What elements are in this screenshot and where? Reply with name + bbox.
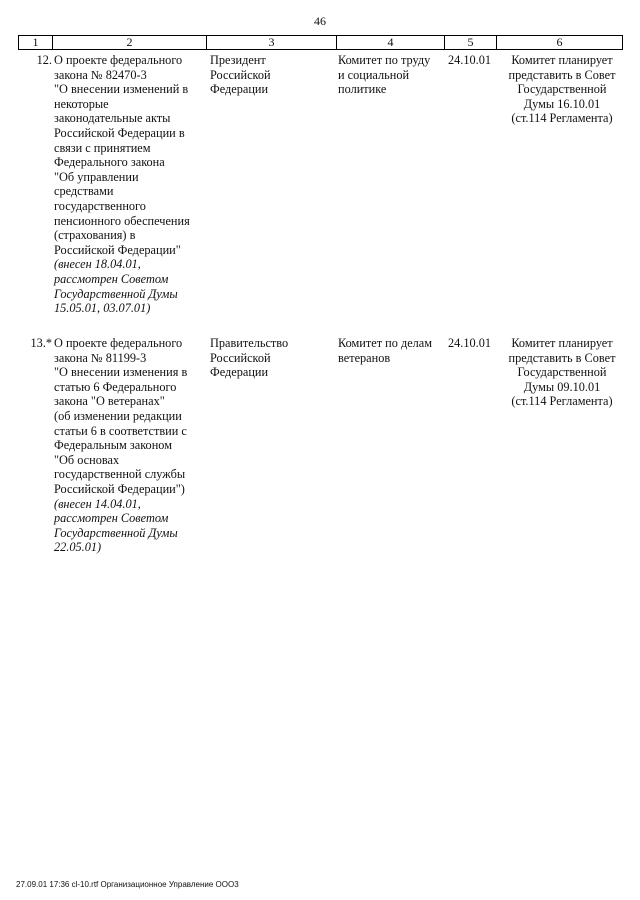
text-line: пенсионного обеспечения [54,213,190,228]
text-line: статьи 6 в соответствии с [54,423,187,438]
text-line: связи с принятием [54,140,151,155]
text-line: О проекте федерального [54,53,183,67]
text-line: ветеранов [338,350,391,365]
responsible-committee [338,53,444,97]
bill-status [54,257,206,315]
committee-note [502,53,622,126]
text-line: Федеральным законом [54,438,172,453]
column-number-header [18,35,623,50]
bill-description [54,53,206,316]
description-lines [54,53,206,257]
text-line: Федерации [210,365,269,380]
text-line: представить в Совет [508,350,616,365]
text-line: 22.05.01) [54,540,102,555]
text-line: и социальной [338,67,410,82]
date: 24.10.01 [448,336,492,350]
text-line: представить в Совет [508,67,616,82]
text-line: 15.05.01, 03.07.01) [54,301,151,316]
text-line: "О внесении изменений в [54,82,189,97]
text-line: закона № 81199-3 [54,350,147,365]
text-line: законодательные акты [54,111,171,126]
column-header-6: 6 [497,36,623,50]
column-header-5: 5 [445,36,497,50]
committee-note [502,336,622,409]
date: 24.10.01 [448,53,492,67]
text-line: рассмотрен Советом [54,511,169,526]
text-line: Федерации [210,82,269,97]
text-line: О проекте федерального [54,336,183,350]
text-line: рассмотрен Советом [54,271,169,286]
text-line: (внесен 14.04.01, [54,496,141,511]
text-line: некоторые [54,96,109,111]
text-line: Думы 16.10.01 [523,96,601,111]
text-line: Государственной [517,82,607,97]
text-line: средствами [54,184,114,199]
text-line: закона "О ветеранах" [54,394,165,409]
text-line: "Об основах [54,452,120,467]
text-line: Государственной Думы [54,286,178,301]
text-line: государственного [54,198,146,213]
text-line: (внесен 18.04.01, [54,257,141,272]
text-line: "О внесении изменения в [54,365,188,380]
text-line: Президент [210,53,266,67]
document-footer: 27.09.01 17:36 cl-10.rtf Организационное Управление ОOO3 [16,880,239,889]
text-line: Думы 09.10.01 [523,379,601,394]
column-header-1: 1 [19,36,53,50]
responsible-committee [338,336,444,365]
text-line: Российской [210,67,271,82]
text-line: Комитет по делам [338,336,433,350]
text-line: Российской Федерации" [54,242,181,257]
column-header-3: 3 [207,36,337,50]
bill-status [54,497,206,555]
text-line: (страхования) в [54,228,136,243]
text-line: "Об управлении [54,169,139,184]
text-line: Правительство [210,336,289,350]
text-line: Комитет планирует [511,53,613,67]
text-line: Российской [210,350,271,365]
initiator [210,336,332,380]
description-lines [54,336,206,497]
text-line: Государственной [517,365,607,380]
text-line: статью 6 Федерального [54,379,177,394]
text-line: Федерального закона [54,155,165,170]
text-line: государственной службы [54,467,186,482]
text-line: Российской Федерации") [54,481,185,496]
text-line: (ст.114 Регламента) [511,111,613,126]
text-line: Российской Федерации в [54,125,185,140]
text-line: закона № 82470-3 [54,67,147,82]
bill-description [54,336,206,555]
initiator [210,53,332,97]
text-line: политике [338,82,387,97]
text-line: Государственной Думы [54,525,178,540]
row-number: 13.* [30,336,52,350]
row-number: 12. [36,53,52,67]
text-line: (ст.114 Регламента) [511,394,613,409]
page-number: 46 [314,14,326,28]
text-line: (об изменении редакции [54,408,182,423]
text-line: Комитет планирует [511,336,613,350]
column-header-4: 4 [337,36,445,50]
text-line: Комитет по труду [338,53,431,67]
column-header-2: 2 [53,36,207,50]
